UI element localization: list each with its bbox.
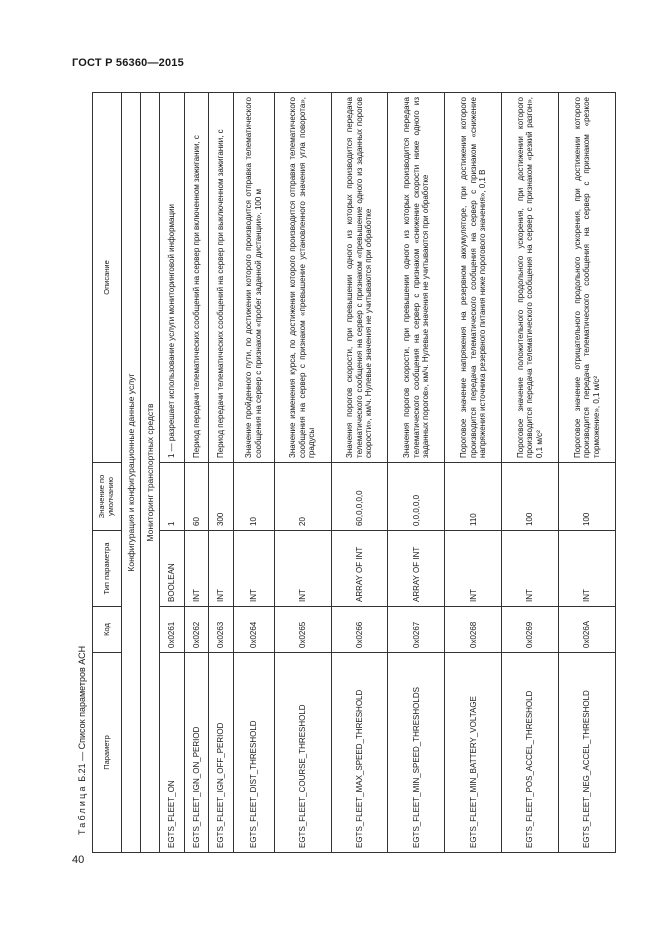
column-header-type: Тип параметра <box>93 531 122 607</box>
param-description-cell: Пороговое значение положительного продольного ускорения, при достижении которого производится передача телематического сообщения на сервер с признаком «резкий разгон», 0,1 м/с² <box>502 93 559 463</box>
param-type-cell: INT <box>233 531 274 607</box>
param-name-cell: EGTS_FLEET_IGN_ON_PERIOD <box>184 653 209 853</box>
param-description-cell: Период передачи телематических сообщений на сервер при включенном зажигании, с <box>184 93 209 463</box>
param-type-cell: INT <box>502 531 559 607</box>
param-default-cell: 100 <box>502 463 559 531</box>
table-row <box>209 93 234 853</box>
table-row <box>331 93 388 853</box>
param-default-cell: 0,0,0,0,0 <box>388 463 445 531</box>
param-code-cell: 0x0267 <box>388 607 445 653</box>
param-name-cell: EGTS_FLEET_COURSE_THRESHOLD <box>274 653 331 853</box>
document-standard-header: ГОСТ Р 56360—2015 <box>72 57 184 69</box>
param-type-cell: INT <box>559 531 616 607</box>
param-name-cell: EGTS_FLEET_NEG_ACCEL_THRESHOLD <box>559 653 616 853</box>
subsection-row <box>141 93 160 853</box>
section-heading: Конфигурация и конфигурационные данные услуг <box>122 93 141 853</box>
param-name-cell: EGTS_FLEET_ON <box>160 653 185 853</box>
table-title-text: Б.21 — Список параметров АСН <box>77 645 87 782</box>
column-header-default: Значение по умолчанию <box>93 463 122 531</box>
param-type-cell: ARRAY OF INT <box>388 531 445 607</box>
param-type-cell: INT <box>445 531 502 607</box>
param-code-cell: 0x0263 <box>209 607 234 653</box>
param-description-cell: Пороговое значение напряжения на резервном аккумуляторе, при достижении которого производится передача телематического сообщения на сервер с признаком «снижение напряжения источника резервного питания ниже порогового значения», 0,1 В <box>445 93 502 463</box>
param-default-cell: 10 <box>233 463 274 531</box>
param-code-cell: 0x0262 <box>184 607 209 653</box>
param-code-cell: 0x0266 <box>331 607 388 653</box>
param-type-cell: INT <box>274 531 331 607</box>
param-code-cell: 0x0268 <box>445 607 502 653</box>
param-description-cell: Период передачи телематических сообщений на сервер при выключенном зажигании, с <box>209 93 234 463</box>
table-row <box>274 93 331 853</box>
column-header-code: Код <box>93 607 122 653</box>
param-name-cell: EGTS_FLEET_IGN_OFF_PERIOD <box>209 653 234 853</box>
param-default-cell: 60,0,0,0,0 <box>331 463 388 531</box>
param-type-cell: BOOLEAN <box>160 531 185 607</box>
param-description-cell: Значения порогов скорости, при превышении одного из которых производится передача телематического сообщения на сервер с признаком «снижение скорости ниже одного из заданных порогов», км/ч. Нулевые значения не учитываются при обработке <box>388 93 445 463</box>
table-header-row <box>93 93 122 853</box>
param-name-cell: EGTS_FLEET_MIN_SPEED_THRESHOLDS <box>388 653 445 853</box>
table-row <box>502 93 559 853</box>
param-description-cell: Пороговое значение отрицательного продольного ускорения, при достижении которого производится передача телематического сообщения на сервер с признаком «резкое торможение», 0,1 м/с² <box>559 93 616 463</box>
param-default-cell: 1 <box>160 463 185 531</box>
table-row <box>233 93 274 853</box>
table-row <box>184 93 209 853</box>
column-header-description: Описание <box>93 93 122 463</box>
param-type-cell: ARRAY OF INT <box>331 531 388 607</box>
param-name-cell: EGTS_FLEET_MAX_SPEED_THRESHOLD <box>331 653 388 853</box>
param-code-cell: 0x0269 <box>502 607 559 653</box>
section-row <box>122 93 141 853</box>
param-description-cell: 1 — разрешает использование услуги мониторинговой информации <box>160 93 185 463</box>
table-row <box>559 93 616 853</box>
param-name-cell: EGTS_FLEET_MIN_BATTERY_VOLTAGE <box>445 653 502 853</box>
param-name-cell: EGTS_FLEET_POS_ACCEL_THRESHOLD <box>502 653 559 853</box>
subsection-heading: Мониторинг транспортных средств <box>141 93 160 853</box>
param-default-cell: 60 <box>184 463 209 531</box>
param-code-cell: 0x0264 <box>233 607 274 653</box>
param-type-cell: INT <box>184 531 209 607</box>
table-title-prefix: Таблица <box>77 784 87 835</box>
param-code-cell: 0x0261 <box>160 607 185 653</box>
parameters-table <box>92 92 616 853</box>
param-description-cell: Значение изменения курса, по достижении которого производится отправка телематического сообщения на сервер с признаком «превышение установленного значения угла поворота», градусы <box>274 93 331 463</box>
table-row <box>160 93 185 853</box>
param-default-cell: 20 <box>274 463 331 531</box>
param-default-cell: 300 <box>209 463 234 531</box>
param-default-cell: 110 <box>445 463 502 531</box>
param-default-cell: 100 <box>559 463 616 531</box>
param-code-cell: 0x026A <box>559 607 616 653</box>
table-row <box>445 93 502 853</box>
rotated-table-container <box>92 93 616 853</box>
param-type-cell: INT <box>209 531 234 607</box>
param-description-cell: Значение пройденного пути, по достижении которого производится отправка телематического сообщения на сервер с признаком «пробег заданной дистанции», 100 м <box>233 93 274 463</box>
param-description-cell: Значения порогов скорости, при превышении одного из которых производится передача телематического сообщения на сервер с признаком «превышение одного из заданных порогов скорости», км/ч. Нулевые значения не учитываются при обработке <box>331 93 388 463</box>
table-row <box>388 93 445 853</box>
param-name-cell: EGTS_FLEET_DIST_THRESHOLD <box>233 653 274 853</box>
page-number: 40 <box>72 854 85 866</box>
column-header-param: Параметр <box>93 653 122 853</box>
param-code-cell: 0x0265 <box>274 607 331 653</box>
table-title <box>77 615 91 835</box>
